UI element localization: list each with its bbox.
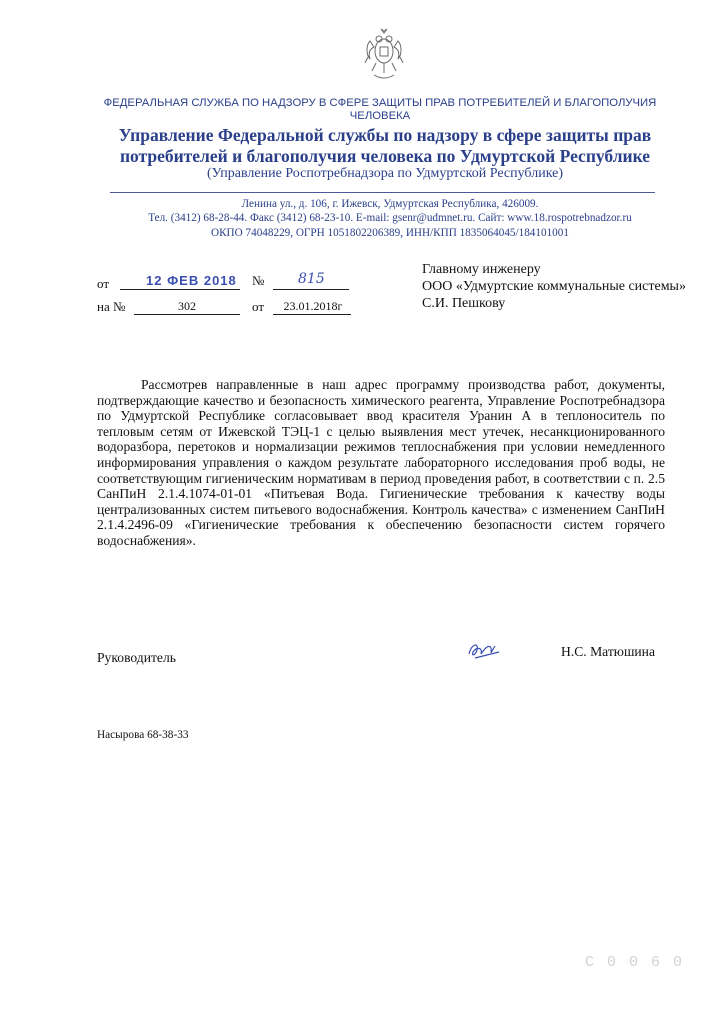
- reply-date-underline: [273, 314, 351, 315]
- addressee-organization: ООО «Удмуртские коммунальные системы»: [422, 279, 686, 294]
- addressee-name: С.И. Пешкову: [422, 296, 506, 311]
- signatory-title: Руководитель: [97, 650, 176, 665]
- reply-number-value: 302: [178, 299, 196, 313]
- agency-name-line1: ФЕДЕРАЛЬНАЯ СЛУЖБА ПО НАДЗОРУ В СФЕРЕ ЗАЩИТЫ ПРАВ ПОТРЕБИТЕЛЕЙ И БЛАГОПОЛУЧИЯ: [103, 97, 657, 109]
- agency-name-line2: ЧЕЛОВЕКА: [349, 110, 411, 122]
- signatory-name: Н.С. Матюшина: [561, 644, 655, 659]
- department-title-line1: Управление Федеральной службы по надзору в сфере защиты прав: [118, 125, 652, 145]
- reply-date-value: 23.01.2018г: [283, 299, 343, 313]
- russian-coat-of-arms-icon: [362, 27, 406, 83]
- department-short-name: (Управление Роспотребнадзора по Удмуртской Республике): [206, 166, 564, 181]
- department-codes: ОКПО 74048229, ОГРН 1051802206389, ИНН/КПП 1835064045/184101001: [211, 227, 569, 239]
- header-divider: [110, 192, 655, 193]
- outgoing-number-underline: [273, 289, 349, 290]
- incoming-registration-stamp: С 0 0 6 0: [585, 954, 685, 971]
- department-address: Ленина ул., д. 106, г. Ижевск, Удмуртская Республика, 426009.: [241, 198, 539, 210]
- reply-number-underline: [134, 314, 240, 315]
- addressee-block: [422, 261, 686, 312]
- reply-date-label: от: [252, 299, 265, 314]
- outgoing-date-stamp: 12 ФЕВ 2018: [146, 273, 237, 288]
- reply-number-label: на №: [97, 299, 126, 314]
- outgoing-date-label: от: [97, 276, 110, 291]
- outgoing-number-handwritten: 815: [298, 271, 325, 287]
- handwritten-signature-icon: [465, 638, 501, 662]
- department-phones: Тел. (3412) 68-28-44. Факс (3412) 68-23-10. E-mail: gsenr@udmnet.ru. Сайт: www.18.rospotrebnadzor.ru: [148, 212, 632, 224]
- executor-contact: Насырова 68-38-33: [97, 729, 189, 741]
- addressee-position: Главному инженеру: [422, 262, 541, 277]
- department-title-line2: потребителей и благополучия человека по Удмуртской Республике: [119, 146, 651, 166]
- outgoing-date-underline: [120, 289, 240, 290]
- outgoing-number-label: №: [252, 273, 265, 288]
- letter-body-paragraph: Рассмотрев направленные в наш адрес программу производства работ, документы, подтверждающие качество и безопасность химического реагента, Управление Роспотребнадзора по Удмуртской Республике согласовывает ввод красителя Уранин А в теплоноситель по тепловым сетям от Ижевской ТЭЦ-1 с целью выявления мест утечек, несанкционированного водоразбора, перетоков и нормализации режимов теплоснабжения при условии немедленного информирования управления о каждом результате лабораторного исследования проб воды, не соответствующим гигиеническим нормативам в период проведения работ, в соответствии с п. 2.5 СанПиН 2.1.4.1074-01-01 «Питьевая Вода. Гигиенические требования к качеству воды централизованных систем питьевого водоснабжения. Контроль качества» с изменением СанПиН 2.1.4.2496-09 «Гигиенические требования к обеспечению безопасности систем горячего водоснабжения».: [97, 377, 665, 548]
